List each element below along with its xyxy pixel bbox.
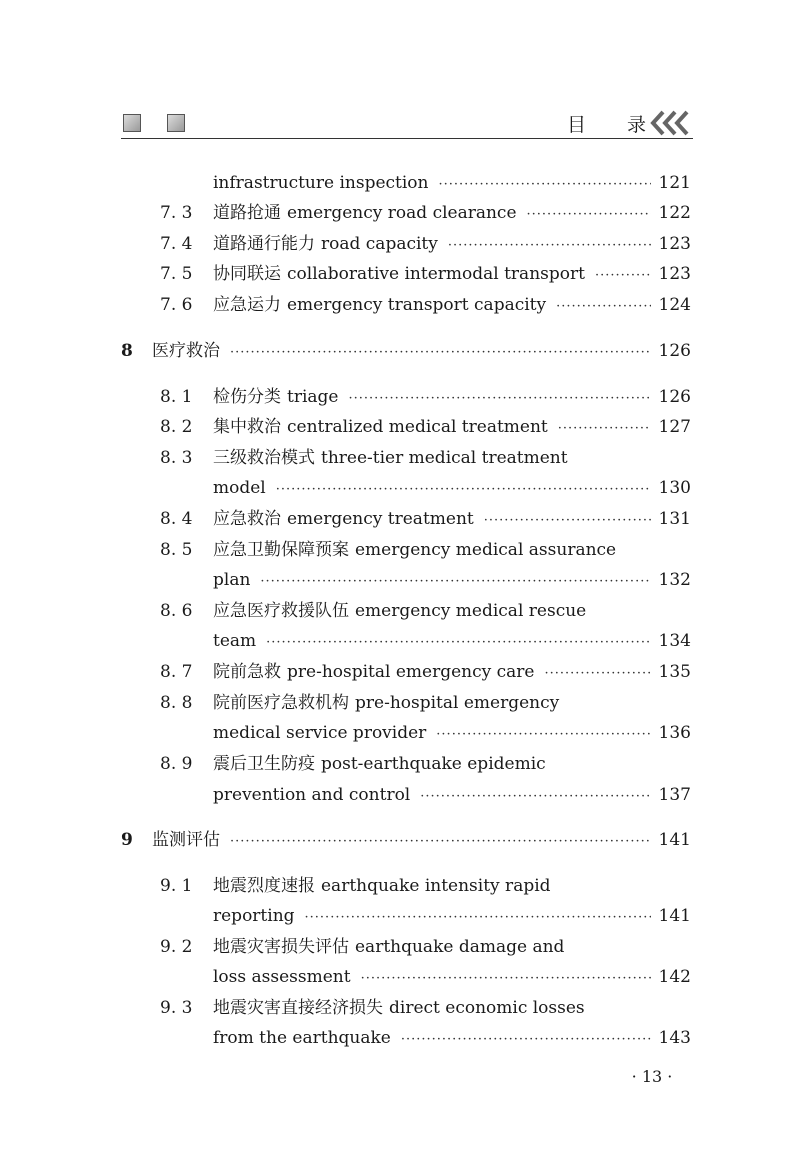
section-number: 7. 4 (160, 234, 193, 254)
dot-leader (436, 722, 650, 748)
toc-entry-first-line[interactable]: 应急医疗救援队伍 emergency medical rescue (213, 601, 587, 621)
dot-leader (448, 233, 651, 259)
section-number: 8. 7 (160, 662, 193, 682)
section-number: 9. 2 (160, 937, 193, 957)
section-number: 8. 8 (160, 693, 193, 713)
section-number: 8. 3 (160, 448, 193, 468)
toc-chapter[interactable]: 监测评估 ····· 141 (152, 827, 691, 853)
dot-leader (276, 477, 651, 503)
toc-entry[interactable]: 检伤分类 triage ····· 126 (213, 384, 691, 410)
section-number: 8. 6 (160, 601, 193, 621)
toc-entry[interactable]: 集中救治 centralized medical treatment ····· 127 (213, 414, 691, 440)
dot-leader (230, 340, 651, 366)
toc-entry-continuation[interactable]: medical service provider ····· 136 (213, 720, 691, 746)
section-number: 9. 3 (160, 998, 193, 1018)
toc-entry-continuation[interactable]: reporting ····· 141 (213, 903, 691, 929)
dot-leader (544, 661, 650, 687)
toc-entry-first-line[interactable]: 地震灾害直接经济损失 direct economic losses (213, 998, 585, 1018)
decorative-square-icon (123, 114, 141, 132)
toc-entry[interactable]: 道路抢通 emergency road clearance ····· 122 (213, 200, 691, 226)
toc-entry-first-line[interactable]: 应急卫勤保障预案 emergency medical assurance (213, 540, 617, 560)
dot-leader (230, 829, 651, 855)
toc-entry-first-line[interactable]: 三级救治模式 three-tier medical treatment (213, 448, 568, 468)
dot-leader (484, 508, 651, 534)
toc-entry[interactable]: 协同联运 collaborative intermodal transport ····· 123 (213, 261, 691, 287)
dot-leader (305, 905, 651, 931)
section-number: 9. 1 (160, 876, 193, 896)
toc-entry-continuation[interactable]: from the earthquake ····· 143 (213, 1025, 691, 1051)
dot-leader (595, 263, 651, 289)
toc-entry[interactable]: 道路通行能力 road capacity ····· 123 (213, 231, 691, 257)
toc-entry-continuation[interactable]: plan ····· 132 (213, 567, 691, 593)
dot-leader (348, 386, 650, 412)
header-rule (121, 138, 693, 139)
dot-leader (439, 172, 651, 198)
section-number: 8. 1 (160, 387, 193, 407)
section-number: 7. 6 (160, 295, 193, 315)
toc-entry-continuation[interactable]: model ····· 130 (213, 475, 691, 501)
section-number: 8. 2 (160, 417, 193, 437)
dot-leader (361, 966, 651, 992)
page-header: 目 录 (121, 108, 693, 140)
chapter-title: 医疗救治 (152, 341, 220, 361)
dot-leader (558, 416, 651, 442)
section-number: 7. 3 (160, 203, 193, 223)
toc-entry[interactable]: 应急救治 emergency treatment ····· 131 (213, 506, 691, 532)
dot-leader (556, 294, 650, 320)
section-number: 8. 4 (160, 509, 193, 529)
dot-leader (260, 569, 650, 595)
toc-entry[interactable]: 应急运力 emergency transport capacity ····· 124 (213, 292, 691, 318)
toc-chapter[interactable]: 医疗救治 ····· 126 (152, 338, 691, 364)
toc-entry-first-line[interactable]: 地震烈度速报 earthquake intensity rapid (213, 876, 551, 896)
toc-entry-continuation[interactable]: team ····· 134 (213, 628, 691, 654)
section-number: 8. 5 (160, 540, 193, 560)
chapter-number: 9 (121, 830, 133, 850)
dot-leader (266, 630, 650, 656)
dot-leader (420, 784, 650, 810)
dot-leader (527, 202, 651, 228)
toc-entry-continuation[interactable]: prevention and control ····· 137 (213, 782, 691, 808)
chapter-title: 监测评估 (152, 830, 220, 850)
toc-entry[interactable]: infrastructure inspection ····· 121 (213, 170, 691, 196)
toc-entry-first-line[interactable]: 地震灾害损失评估 earthquake damage and (213, 937, 565, 957)
toc-entry-first-line[interactable]: 院前医疗急救机构 pre-hospital emergency (213, 693, 560, 713)
toc-entry-continuation[interactable]: loss assessment ····· 142 (213, 964, 691, 990)
chapter-number: 8 (121, 341, 133, 361)
toc-entry-first-line[interactable]: 震后卫生防疫 post-earthquake epidemic (213, 754, 546, 774)
toc-entry[interactable]: 院前急救 pre-hospital emergency care ····· 135 (213, 659, 691, 685)
section-number: 8. 9 (160, 754, 193, 774)
decorative-square-icon (167, 114, 185, 132)
chevron-decoration-icon (649, 110, 693, 136)
page-number: · 13 · (631, 1067, 673, 1086)
dot-leader (401, 1027, 651, 1053)
section-number: 7. 5 (160, 264, 193, 284)
